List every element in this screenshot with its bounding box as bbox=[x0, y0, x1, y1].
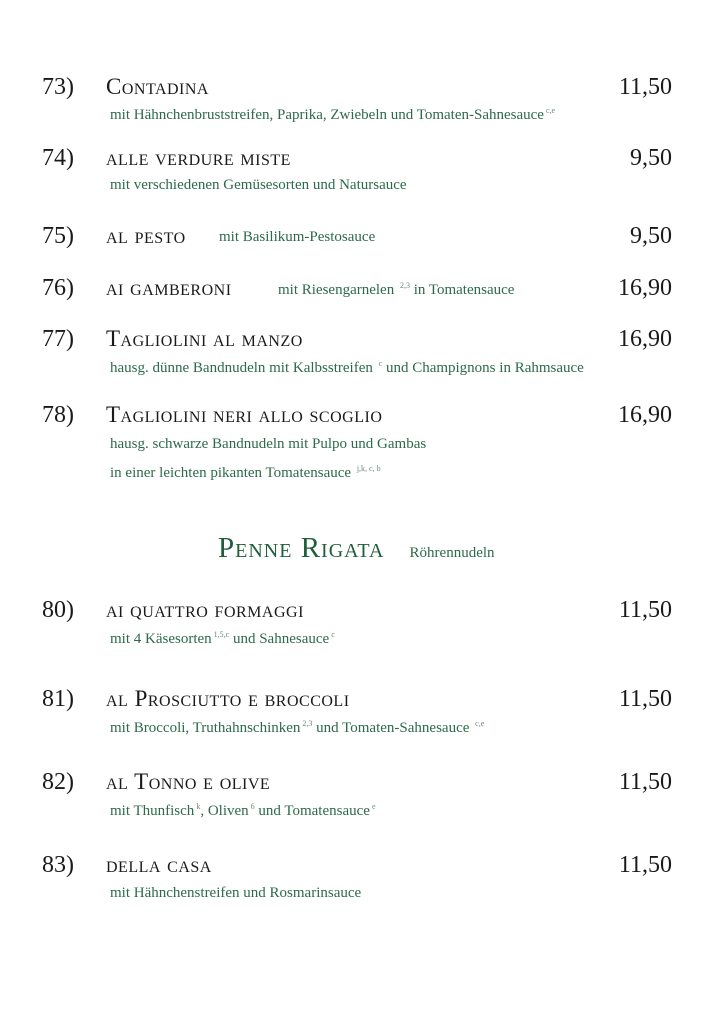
description-text: mit Riesengarnelen bbox=[278, 282, 395, 298]
item-number: 74) bbox=[42, 145, 74, 171]
item-description bbox=[278, 281, 514, 299]
description-text: und Tomaten-Sahnesauce bbox=[316, 720, 470, 736]
item-description: mit Hähnchenstreifen und Rosmarinsauce bbox=[110, 885, 362, 901]
item-price: 16,90 bbox=[618, 402, 672, 428]
description-text: mit Thunfisch bbox=[110, 803, 195, 819]
item-description bbox=[110, 630, 335, 648]
item-price: 11,50 bbox=[618, 74, 672, 100]
section-title: Penne Rigata bbox=[218, 532, 385, 564]
item-number: 80) bbox=[42, 597, 74, 623]
item-name: Contadina bbox=[106, 74, 209, 99]
item-number: 76) bbox=[42, 275, 74, 301]
allergen-note: c,e bbox=[475, 719, 485, 728]
item-number: 73) bbox=[42, 74, 74, 100]
item-number: 78) bbox=[42, 402, 74, 428]
description-text: und Champignons in Rahmsauce bbox=[385, 360, 584, 376]
item-price: 11,50 bbox=[618, 597, 672, 623]
description-text: und Sahnesauce bbox=[232, 631, 330, 647]
item-name: ai quattro formaggi bbox=[106, 597, 304, 622]
item-price: 9,50 bbox=[630, 223, 672, 249]
item-name: al Tonno e olive bbox=[106, 769, 271, 794]
item-description bbox=[110, 802, 376, 820]
section-heading bbox=[218, 532, 495, 565]
item-price: 11,50 bbox=[618, 852, 672, 878]
section-subtitle: Röhrennudeln bbox=[409, 545, 495, 561]
item-price: 11,50 bbox=[618, 686, 672, 712]
item-description bbox=[110, 464, 381, 482]
item-number: 81) bbox=[42, 686, 74, 712]
allergen-note: c bbox=[331, 630, 335, 639]
item-number: 77) bbox=[42, 326, 74, 352]
item-price: 9,50 bbox=[630, 145, 672, 171]
description-text: mit Broccoli, Truthahnschinken bbox=[110, 720, 301, 736]
description-text: mit Hähnchenbruststreifen, Paprika, Zwiebeln und Tomaten-Sahnesauce bbox=[110, 107, 544, 123]
item-number: 75) bbox=[42, 223, 74, 249]
item-description: hausg. schwarze Bandnudeln mit Pulpo und Gambas bbox=[110, 436, 427, 452]
description-text: und Tomatensauce bbox=[258, 803, 370, 819]
item-description bbox=[110, 106, 555, 124]
allergen-note: 1,5,c bbox=[213, 630, 230, 639]
item-description: mit Basilikum-Pestosauce bbox=[219, 229, 376, 245]
item-price: 16,90 bbox=[618, 326, 672, 352]
allergen-note: k bbox=[196, 802, 201, 811]
description-text: mit 4 Käsesorten bbox=[110, 631, 212, 647]
description-text: in einer leichten pikanten Tomatensauce bbox=[110, 465, 352, 481]
item-name: Tagliolini al manzo bbox=[106, 326, 303, 351]
item-name: al Prosciutto e broccoli bbox=[106, 686, 350, 711]
allergen-note: c bbox=[378, 359, 383, 368]
allergen-note: e bbox=[371, 802, 376, 811]
allergen-note: 2,3 bbox=[399, 281, 410, 290]
item-name: della casa bbox=[106, 852, 212, 877]
item-number: 82) bbox=[42, 769, 74, 795]
item-name: Tagliolini neri allo scoglio bbox=[106, 402, 383, 427]
description-text: in Tomatensauce bbox=[413, 282, 515, 298]
item-name: al pesto bbox=[106, 223, 186, 248]
item-price: 16,90 bbox=[618, 275, 672, 301]
item-description bbox=[110, 719, 484, 737]
allergen-note: c,e bbox=[545, 106, 556, 115]
item-name: ai gamberoni bbox=[106, 275, 232, 300]
item-number: 83) bbox=[42, 852, 74, 878]
description-text: hausg. dünne Bandnudeln mit Kalbsstreifen bbox=[110, 360, 373, 376]
item-name: alle verdure miste bbox=[106, 145, 291, 170]
item-description: mit verschiedenen Gemüsesorten und Natursauce bbox=[110, 177, 407, 193]
description-text: , Oliven bbox=[200, 803, 249, 819]
allergen-note: j,k, c, b bbox=[356, 464, 381, 473]
allergen-note: 2,3 bbox=[302, 719, 313, 728]
allergen-note: 6 bbox=[250, 802, 255, 811]
item-price: 11,50 bbox=[618, 769, 672, 795]
item-description bbox=[110, 359, 584, 377]
